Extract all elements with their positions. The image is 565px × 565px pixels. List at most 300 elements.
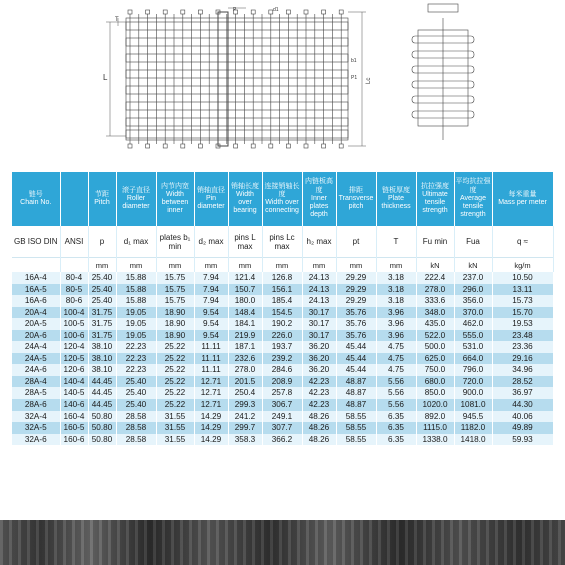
table-cell: 6.35 bbox=[376, 411, 416, 423]
header-cell bbox=[156, 172, 194, 226]
table-cell: 25.22 bbox=[156, 353, 194, 365]
header-en-label: Plate thickness bbox=[381, 194, 411, 211]
header-en-label: Chain No. bbox=[20, 199, 52, 206]
table-cell: 796.0 bbox=[454, 364, 492, 376]
dim-label-l: L bbox=[103, 73, 108, 82]
table-cell: 15.88 bbox=[116, 272, 156, 284]
symbol-cell: pt bbox=[336, 226, 376, 258]
table-row bbox=[12, 411, 553, 423]
table-cell: 30.17 bbox=[302, 318, 336, 330]
symbol-cell: ANSI bbox=[60, 226, 88, 258]
table-cell: 48.26 bbox=[302, 411, 336, 423]
table-cell: 190.2 bbox=[262, 318, 302, 330]
table-cell: 945.5 bbox=[454, 411, 492, 423]
table-row bbox=[12, 364, 553, 376]
table-cell: 35.76 bbox=[336, 307, 376, 319]
table-row bbox=[12, 376, 553, 388]
table-cell: 25.40 bbox=[88, 272, 116, 284]
table-cell: 25.40 bbox=[116, 387, 156, 399]
unit-cell: mm bbox=[302, 258, 336, 273]
table-cell: 462.0 bbox=[454, 318, 492, 330]
pin-head bbox=[146, 10, 150, 14]
table-cell: 24A-4 bbox=[12, 341, 60, 353]
table-cell: 35.76 bbox=[336, 330, 376, 342]
pin-head bbox=[198, 144, 202, 148]
table-cell: 219.9 bbox=[228, 330, 262, 342]
pin-head bbox=[269, 144, 273, 148]
header-en-label: Width between inner bbox=[161, 190, 189, 215]
pin-head bbox=[304, 10, 308, 14]
dim-label-d1: d1 bbox=[273, 7, 279, 13]
dim-label-b1: b1 bbox=[351, 58, 357, 64]
table-cell: 555.0 bbox=[454, 330, 492, 342]
table-row bbox=[12, 272, 553, 284]
table-row bbox=[12, 307, 553, 319]
table-cell: 7.94 bbox=[194, 272, 228, 284]
table-cell: 15.88 bbox=[116, 295, 156, 307]
table-cell: 32A-4 bbox=[12, 411, 60, 423]
table-cell: 42.23 bbox=[302, 376, 336, 388]
table-row bbox=[12, 295, 553, 307]
symbol-cell: d₁ max bbox=[116, 226, 156, 258]
symbol-cell: Fua bbox=[454, 226, 492, 258]
table-cell: 9.54 bbox=[194, 307, 228, 319]
table-cell: 239.2 bbox=[262, 353, 302, 365]
table-cell: 38.10 bbox=[88, 353, 116, 365]
table-cell: 23.48 bbox=[492, 330, 553, 342]
table-cell: 1115.0 bbox=[416, 422, 454, 434]
table-cell: 900.0 bbox=[454, 387, 492, 399]
table-cell: 48.87 bbox=[336, 376, 376, 388]
chain-photo-strip bbox=[0, 520, 565, 565]
table-cell: 19.05 bbox=[116, 318, 156, 330]
table-cell: 121.4 bbox=[228, 272, 262, 284]
table-cell: 80-6 bbox=[60, 295, 88, 307]
table-cell: 278.0 bbox=[228, 364, 262, 376]
symbol-cell: plates b₁ min bbox=[156, 226, 194, 258]
table-cell: 12.71 bbox=[194, 399, 228, 411]
table-cell: 306.7 bbox=[262, 399, 302, 411]
table-row bbox=[12, 422, 553, 434]
table-row bbox=[12, 341, 553, 353]
header-cell bbox=[12, 172, 60, 226]
pin-head bbox=[322, 144, 326, 148]
table-cell: 232.6 bbox=[228, 353, 262, 365]
table-cell: 29.29 bbox=[336, 295, 376, 307]
table-cell: 18.90 bbox=[156, 318, 194, 330]
table-cell: 36.20 bbox=[302, 353, 336, 365]
table-cell: 16A-4 bbox=[12, 272, 60, 284]
table-cell: 500.0 bbox=[416, 341, 454, 353]
pin-head bbox=[234, 144, 238, 148]
table-cell: 1418.0 bbox=[454, 434, 492, 446]
table-cell: 20A-6 bbox=[12, 330, 60, 342]
dim-label-lc: Lc bbox=[366, 77, 372, 84]
table-cell: 18.90 bbox=[156, 330, 194, 342]
unit-cell: mm bbox=[376, 258, 416, 273]
header-cell bbox=[60, 172, 88, 226]
table-cell: 42.23 bbox=[302, 387, 336, 399]
table-cell: 48.87 bbox=[336, 387, 376, 399]
table-cell: 522.0 bbox=[416, 330, 454, 342]
table-cell: 36.97 bbox=[492, 387, 553, 399]
table-cell: 50.80 bbox=[88, 434, 116, 446]
unit-cell: kg/m bbox=[492, 258, 553, 273]
table-symbol-row bbox=[12, 226, 553, 258]
table-cell: 14.29 bbox=[194, 411, 228, 423]
header-en-label: Ultimate tensile strength bbox=[422, 190, 448, 215]
table-cell: 100-4 bbox=[60, 307, 88, 319]
table-cell: 31.75 bbox=[88, 318, 116, 330]
symbol-cell: T bbox=[376, 226, 416, 258]
table-cell: 25.40 bbox=[116, 399, 156, 411]
table-cell: 6.35 bbox=[376, 422, 416, 434]
table-cell: 1081.0 bbox=[454, 399, 492, 411]
table-cell: 100-5 bbox=[60, 318, 88, 330]
table-cell: 3.18 bbox=[376, 284, 416, 296]
table-cell: 284.6 bbox=[262, 364, 302, 376]
table-cell: 35.76 bbox=[336, 318, 376, 330]
pin-head bbox=[181, 10, 185, 14]
table-cell: 19.05 bbox=[116, 330, 156, 342]
table-cell: 3.18 bbox=[376, 295, 416, 307]
table-cell: 150.7 bbox=[228, 284, 262, 296]
table-cell: 226.0 bbox=[262, 330, 302, 342]
table-cell: 58.55 bbox=[336, 422, 376, 434]
table-cell: 208.9 bbox=[262, 376, 302, 388]
table-cell: 241.2 bbox=[228, 411, 262, 423]
pin-head bbox=[181, 144, 185, 148]
header-cn-label: 平均抗拉强度 bbox=[455, 178, 491, 194]
table-cell: 11.11 bbox=[194, 364, 228, 376]
table-row bbox=[12, 330, 553, 342]
chain-plan-view bbox=[126, 10, 348, 148]
table-cell: 750.0 bbox=[416, 364, 454, 376]
header-cell bbox=[416, 172, 454, 226]
header-cn-label: 销轴长度 bbox=[231, 182, 259, 190]
table-cell: 48.87 bbox=[336, 399, 376, 411]
table-cell: 299.7 bbox=[228, 422, 262, 434]
side-top-plate bbox=[428, 4, 458, 12]
header-en-label: Transverse pitch bbox=[338, 194, 374, 211]
table-cell: 50.80 bbox=[88, 411, 116, 423]
pin-head bbox=[322, 10, 326, 14]
header-cn-label: 抗拉强度 bbox=[421, 182, 449, 190]
table-cell: 257.8 bbox=[262, 387, 302, 399]
pin-head bbox=[286, 144, 290, 148]
table-cell: 156.1 bbox=[262, 284, 302, 296]
table-cell: 80-4 bbox=[60, 272, 88, 284]
table-cell: 45.44 bbox=[336, 341, 376, 353]
table-cell: 45.44 bbox=[336, 364, 376, 376]
table-cell: 307.7 bbox=[262, 422, 302, 434]
symbol-cell: q ≈ bbox=[492, 226, 553, 258]
table-cell: 100-6 bbox=[60, 330, 88, 342]
pin-head bbox=[163, 10, 167, 14]
table-cell: 34.96 bbox=[492, 364, 553, 376]
table-row bbox=[12, 387, 553, 399]
table-cell: 5.56 bbox=[376, 376, 416, 388]
table-cell: 4.75 bbox=[376, 353, 416, 365]
table-cell: 36.20 bbox=[302, 364, 336, 376]
unit-cell: mm bbox=[156, 258, 194, 273]
table-cell: 31.55 bbox=[156, 422, 194, 434]
table-cell: 19.05 bbox=[116, 307, 156, 319]
table-cell: 680.0 bbox=[416, 376, 454, 388]
table-cell: 348.0 bbox=[416, 307, 454, 319]
table-cell: 15.73 bbox=[492, 295, 553, 307]
header-cell bbox=[302, 172, 336, 226]
chain-side-view bbox=[412, 4, 474, 140]
table-cell: 44.30 bbox=[492, 399, 553, 411]
table-cell: 250.4 bbox=[228, 387, 262, 399]
pin-head bbox=[163, 144, 167, 148]
table-cell: 435.0 bbox=[416, 318, 454, 330]
table-cell: 32A-6 bbox=[12, 434, 60, 446]
header-cn-label: 销轴直径 bbox=[197, 186, 225, 194]
table-cell: 28.58 bbox=[116, 411, 156, 423]
table-cell: 160-6 bbox=[60, 434, 88, 446]
table-row bbox=[12, 318, 553, 330]
unit-cell: mm bbox=[228, 258, 262, 273]
table-cell: 193.7 bbox=[262, 341, 302, 353]
table-cell: 1020.0 bbox=[416, 399, 454, 411]
table-cell: 29.29 bbox=[336, 272, 376, 284]
table-cell: 24A-6 bbox=[12, 364, 60, 376]
table-cell: 358.3 bbox=[228, 434, 262, 446]
table-cell: 6.35 bbox=[376, 434, 416, 446]
table-cell: 22.23 bbox=[116, 353, 156, 365]
header-cn-label: 连接销轴长度 bbox=[264, 182, 300, 198]
chain-spec-table bbox=[12, 172, 554, 445]
symbol-cell: pins Lc max bbox=[262, 226, 302, 258]
table-cell: 126.8 bbox=[262, 272, 302, 284]
table-cell: 148.4 bbox=[228, 307, 262, 319]
table-cell: 24.13 bbox=[302, 284, 336, 296]
unit-cell: mm bbox=[262, 258, 302, 273]
unit-cell: mm bbox=[116, 258, 156, 273]
table-cell: 28.58 bbox=[116, 422, 156, 434]
table-cell: 28A-6 bbox=[12, 399, 60, 411]
table-cell: 44.45 bbox=[88, 376, 116, 388]
table-row bbox=[12, 434, 553, 446]
table-cell: 48.26 bbox=[302, 422, 336, 434]
table-cell: 48.26 bbox=[302, 434, 336, 446]
table-cell: 14.29 bbox=[194, 434, 228, 446]
table-cell: 12.71 bbox=[194, 387, 228, 399]
table-cell: 3.96 bbox=[376, 307, 416, 319]
table-cell: 50.80 bbox=[88, 422, 116, 434]
unit-cell: mm bbox=[194, 258, 228, 273]
header-cn-label: 链板厚度 bbox=[382, 186, 410, 194]
header-cn-label: 节距 bbox=[95, 190, 109, 198]
table-cell: 7.94 bbox=[194, 284, 228, 296]
pin-head bbox=[339, 10, 343, 14]
table-cell: 9.54 bbox=[194, 330, 228, 342]
table-cell: 49.89 bbox=[492, 422, 553, 434]
header-en-label: Width over connecting bbox=[265, 199, 299, 215]
table-cell: 201.5 bbox=[228, 376, 262, 388]
table-cell: 185.4 bbox=[262, 295, 302, 307]
symbol-cell: Fu min bbox=[416, 226, 454, 258]
pin-head bbox=[339, 144, 343, 148]
table-cell: 120-6 bbox=[60, 364, 88, 376]
table-cell: 36.20 bbox=[302, 341, 336, 353]
header-en-label: Width over bearing bbox=[233, 190, 257, 215]
header-cell bbox=[336, 172, 376, 226]
pin-head bbox=[304, 144, 308, 148]
table-cell: 370.0 bbox=[454, 307, 492, 319]
table-cell: 28A-4 bbox=[12, 376, 60, 388]
table-cell: 44.45 bbox=[88, 387, 116, 399]
table-cell: 31.75 bbox=[88, 307, 116, 319]
table-cell: 29.29 bbox=[336, 284, 376, 296]
table-cell: 333.6 bbox=[416, 295, 454, 307]
symbol-cell: p bbox=[88, 226, 116, 258]
table-cell: 31.55 bbox=[156, 411, 194, 423]
table-cell: 1182.0 bbox=[454, 422, 492, 434]
pin-head bbox=[146, 144, 150, 148]
table-cell: 184.1 bbox=[228, 318, 262, 330]
table-cell: 58.55 bbox=[336, 411, 376, 423]
table-row bbox=[12, 399, 553, 411]
table-cell: 720.0 bbox=[454, 376, 492, 388]
table-cell: 15.88 bbox=[116, 284, 156, 296]
table-row bbox=[12, 284, 553, 296]
unit-cell bbox=[12, 258, 60, 273]
table-cell: 120-4 bbox=[60, 341, 88, 353]
table-cell: 80-5 bbox=[60, 284, 88, 296]
table-cell: 42.23 bbox=[302, 399, 336, 411]
table-cell: 3.96 bbox=[376, 318, 416, 330]
table-cell: 664.0 bbox=[454, 353, 492, 365]
table-cell: 28.58 bbox=[116, 434, 156, 446]
table-cell: 187.1 bbox=[228, 341, 262, 353]
table-cell: 4.75 bbox=[376, 341, 416, 353]
table-cell: 29.16 bbox=[492, 353, 553, 365]
table-cell: 25.40 bbox=[116, 376, 156, 388]
table-cell: 31.75 bbox=[88, 330, 116, 342]
table-row bbox=[12, 353, 553, 365]
table-cell: 140-4 bbox=[60, 376, 88, 388]
table-cell: 25.22 bbox=[156, 387, 194, 399]
table-cell: 13.11 bbox=[492, 284, 553, 296]
table-cell: 4.75 bbox=[376, 364, 416, 376]
table-cell: 20A-4 bbox=[12, 307, 60, 319]
table-cell: 30.17 bbox=[302, 330, 336, 342]
table-cell: 1338.0 bbox=[416, 434, 454, 446]
header-en-label: Inner plates depth bbox=[309, 194, 329, 219]
table-cell: 9.54 bbox=[194, 318, 228, 330]
table-cell: 7.94 bbox=[194, 295, 228, 307]
unit-cell: kN bbox=[454, 258, 492, 273]
header-cn-label: 内节内宽 bbox=[161, 182, 189, 190]
table-cell: 120-5 bbox=[60, 353, 88, 365]
symbol-cell: GB ISO DIN bbox=[12, 226, 60, 258]
table-cell: 23.36 bbox=[492, 341, 553, 353]
table-cell: 18.90 bbox=[156, 307, 194, 319]
dimension-lines bbox=[106, 8, 366, 146]
header-cn-label: 滚子直径 bbox=[122, 186, 150, 194]
pin-head bbox=[286, 10, 290, 14]
table-cell: 25.40 bbox=[88, 295, 116, 307]
table-cell: 24A-5 bbox=[12, 353, 60, 365]
symbol-cell: d₂ max bbox=[194, 226, 228, 258]
table-unit-row bbox=[12, 258, 553, 273]
table-cell: 299.3 bbox=[228, 399, 262, 411]
table-cell: 38.10 bbox=[88, 364, 116, 376]
header-en-label: Average tensile strength bbox=[460, 194, 486, 219]
dim-label-p1: P1 bbox=[351, 75, 358, 81]
header-cn-label: 链号 bbox=[28, 190, 43, 198]
header-cell bbox=[228, 172, 262, 226]
table-cell: 25.22 bbox=[156, 376, 194, 388]
table-cell: 160-4 bbox=[60, 411, 88, 423]
pin-head bbox=[128, 144, 132, 148]
table-cell: 366.2 bbox=[262, 434, 302, 446]
table-header-row bbox=[12, 172, 553, 226]
table-cell: 31.55 bbox=[156, 434, 194, 446]
header-cn-label: 每米重量 bbox=[508, 190, 537, 198]
table-cell: 28A-5 bbox=[12, 387, 60, 399]
header-cell bbox=[492, 172, 553, 226]
table-cell: 278.0 bbox=[416, 284, 454, 296]
table-cell: 25.22 bbox=[156, 399, 194, 411]
table-body bbox=[12, 272, 553, 445]
table-cell: 850.0 bbox=[416, 387, 454, 399]
table-cell: 14.29 bbox=[194, 422, 228, 434]
table-cell: 28.52 bbox=[492, 376, 553, 388]
pin-head bbox=[251, 144, 255, 148]
chain-technical-drawing bbox=[0, 0, 565, 170]
unit-cell: mm bbox=[88, 258, 116, 273]
table-cell: 25.22 bbox=[156, 364, 194, 376]
table-cell: 58.55 bbox=[336, 434, 376, 446]
header-en-label: Pin diameter bbox=[197, 194, 225, 211]
table-cell: 3.18 bbox=[376, 272, 416, 284]
table-cell: 222.4 bbox=[416, 272, 454, 284]
symbol-cell: h₂ max bbox=[302, 226, 336, 258]
table-cell: 45.44 bbox=[336, 353, 376, 365]
dim-label-t: T bbox=[115, 17, 119, 23]
table-cell: 20A-5 bbox=[12, 318, 60, 330]
table-cell: 160-5 bbox=[60, 422, 88, 434]
pin-head bbox=[251, 10, 255, 14]
unit-cell: mm bbox=[336, 258, 376, 273]
table-cell: 24.13 bbox=[302, 295, 336, 307]
table-cell: 19.53 bbox=[492, 318, 553, 330]
table-cell: 16A-5 bbox=[12, 284, 60, 296]
table-cell: 15.75 bbox=[156, 284, 194, 296]
header-cell bbox=[194, 172, 228, 226]
table-cell: 5.56 bbox=[376, 399, 416, 411]
pin-head bbox=[128, 10, 132, 14]
table-cell: 38.10 bbox=[88, 341, 116, 353]
table-cell: 40.06 bbox=[492, 411, 553, 423]
table-cell: 12.71 bbox=[194, 376, 228, 388]
symbol-cell: pins L max bbox=[228, 226, 262, 258]
table-cell: 237.0 bbox=[454, 272, 492, 284]
table-cell: 16A-6 bbox=[12, 295, 60, 307]
unit-cell: kN bbox=[416, 258, 454, 273]
table-cell: 30.17 bbox=[302, 307, 336, 319]
table-cell: 531.0 bbox=[454, 341, 492, 353]
unit-cell bbox=[60, 258, 88, 273]
table-cell: 249.1 bbox=[262, 411, 302, 423]
table-cell: 15.75 bbox=[156, 272, 194, 284]
header-cn-label: 排距 bbox=[349, 186, 363, 194]
header-en-label: Pitch bbox=[94, 199, 110, 206]
